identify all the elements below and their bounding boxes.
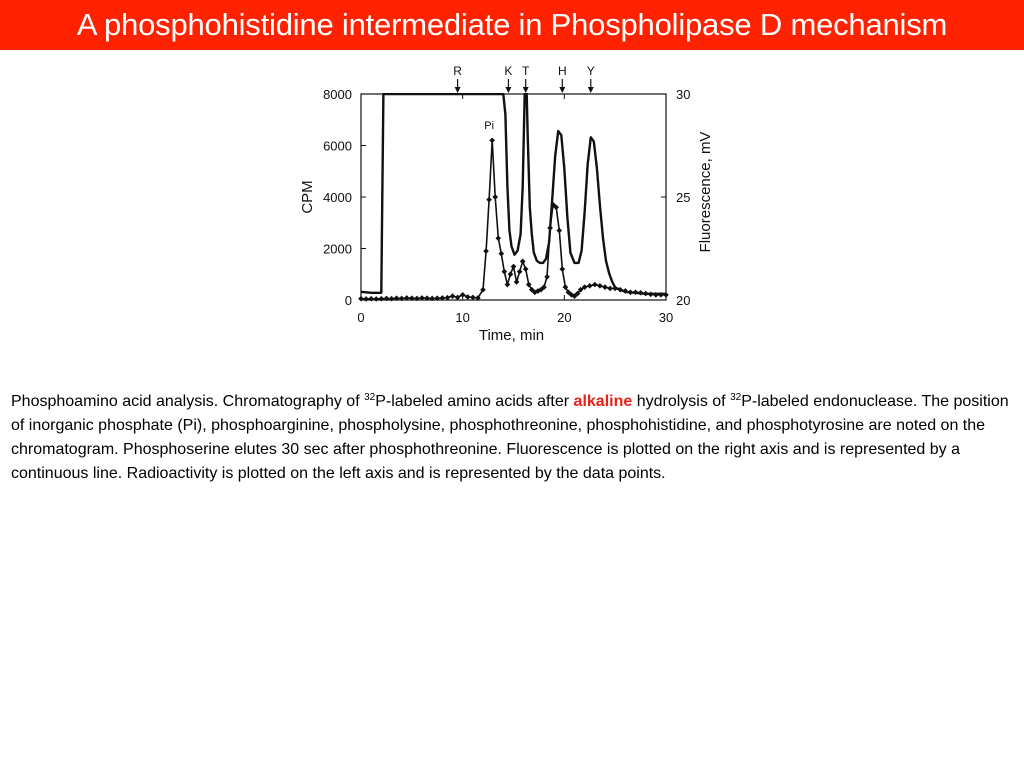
radioactivity-data-point: [643, 291, 649, 297]
pi-annotation-label: Pi: [484, 119, 495, 132]
peak-marker-label: R: [453, 64, 462, 78]
peak-marker-arrow-head: [523, 87, 529, 93]
peak-marker-label: T: [522, 64, 530, 78]
radioactivity-data-point: [517, 269, 523, 275]
caption-part-1: Phosphoamino acid analysis. Chromatography of: [11, 393, 365, 410]
radioactivity-data-point: [373, 296, 379, 302]
peak-marker-arrow-head: [505, 87, 511, 93]
radioactivity-data-point: [587, 283, 593, 289]
y-left-tick-label: 0: [344, 293, 352, 308]
peak-marker-arrow-head: [588, 87, 594, 93]
radioactivity-data-point: [556, 228, 562, 234]
radioactivity-data-point: [495, 235, 501, 241]
radioactivity-data-point: [597, 283, 603, 289]
radioactivity-data-point: [486, 197, 492, 203]
radioactivity-data-point: [612, 286, 618, 292]
y-left-tick-label: 2000: [323, 241, 352, 257]
caption-emphasis-alkaline: alkaline: [573, 393, 633, 410]
radioactivity-data-point: [520, 259, 526, 265]
peak-marker-label: K: [504, 64, 513, 78]
figure-caption: [11, 390, 1011, 486]
slide-title-bar: [0, 0, 1024, 50]
radioactivity-data-point: [498, 251, 504, 257]
chromatogram-chart: [280, 58, 720, 358]
y-left-axis-label: CPM: [299, 180, 316, 214]
radioactivity-data-point: [492, 194, 498, 200]
radioactivity-data-point: [450, 293, 456, 299]
radioactivity-data-point: [511, 264, 517, 270]
radioactivity-data-point: [547, 225, 553, 231]
radioactivity-data-point: [508, 271, 514, 277]
radioactivity-data-point: [483, 248, 489, 254]
radioactivity-data-point: [465, 294, 471, 300]
radioactivity-data-point: [628, 289, 634, 295]
peak-marker-arrow-head: [559, 87, 565, 93]
caption-part-4: P-labeled endonuclease. The position of inorganic phosphate (Pi), phosphoarginine, phospholysine, phosphothreonine, phosphohistidine, and phosphotyrosine are noted on the chromatogram. Phosphoserine elutes 30 sec after phosphothreonine. Fluorescence is plotted on the right axis and is represented by a continuous line. Radioactivity is plotted on the left axis and is represented by the data points.: [11, 393, 1009, 482]
y-right-tick-label: 20: [676, 293, 691, 308]
y-right-tick-label: 30: [676, 87, 691, 102]
peak-marker-label: H: [557, 64, 567, 78]
radioactivity-data-point: [523, 266, 529, 272]
caption-superscript-32-a: 32: [364, 392, 376, 403]
radioactivity-data-point: [368, 296, 374, 302]
caption-superscript-32-b: 32: [730, 392, 742, 403]
caption-part-3: hydrolysis of: [632, 393, 731, 410]
y-left-tick-label: 8000: [323, 87, 352, 102]
x-axis-label: Time, min: [478, 327, 545, 344]
radioactivity-series-connector: [361, 140, 666, 299]
radioactivity-data-point: [607, 286, 613, 292]
peak-marker-label: Y: [586, 64, 595, 78]
radioactivity-data-point: [559, 266, 565, 272]
radioactivity-data-point: [544, 274, 550, 280]
radioactivity-data-point: [363, 296, 369, 302]
radioactivity-data-point: [514, 279, 520, 285]
radioactivity-data-point: [460, 292, 466, 298]
x-tick-label: 10: [455, 310, 470, 325]
radioactivity-data-point: [592, 282, 598, 288]
radioactivity-data-point: [379, 296, 385, 302]
radioactivity-data-point: [505, 282, 511, 288]
caption-part-2: P-labeled amino acids after: [375, 393, 574, 410]
radioactivity-data-point: [648, 292, 654, 298]
radioactivity-data-point: [358, 296, 364, 302]
radioactivity-data-point: [633, 289, 639, 295]
slide-title: A phosphohistidine intermediate in Phospholipase D mechanism: [76, 7, 948, 42]
x-tick-label: 30: [658, 310, 674, 325]
y-right-axis-label: Fluorescence, mV: [697, 131, 714, 253]
radioactivity-data-point: [602, 284, 608, 290]
y-left-tick-label: 4000: [323, 190, 352, 205]
radioactivity-data-point: [389, 296, 395, 302]
x-tick-label: 0: [357, 310, 365, 325]
x-tick-label: 20: [557, 310, 572, 325]
y-left-tick-label: 6000: [323, 138, 352, 154]
y-right-tick-label: 25: [676, 190, 691, 205]
radioactivity-data-point: [638, 290, 644, 296]
radioactivity-data-point: [502, 269, 508, 275]
radioactivity-data-point: [489, 138, 495, 144]
peak-marker-arrow-head: [455, 87, 461, 93]
